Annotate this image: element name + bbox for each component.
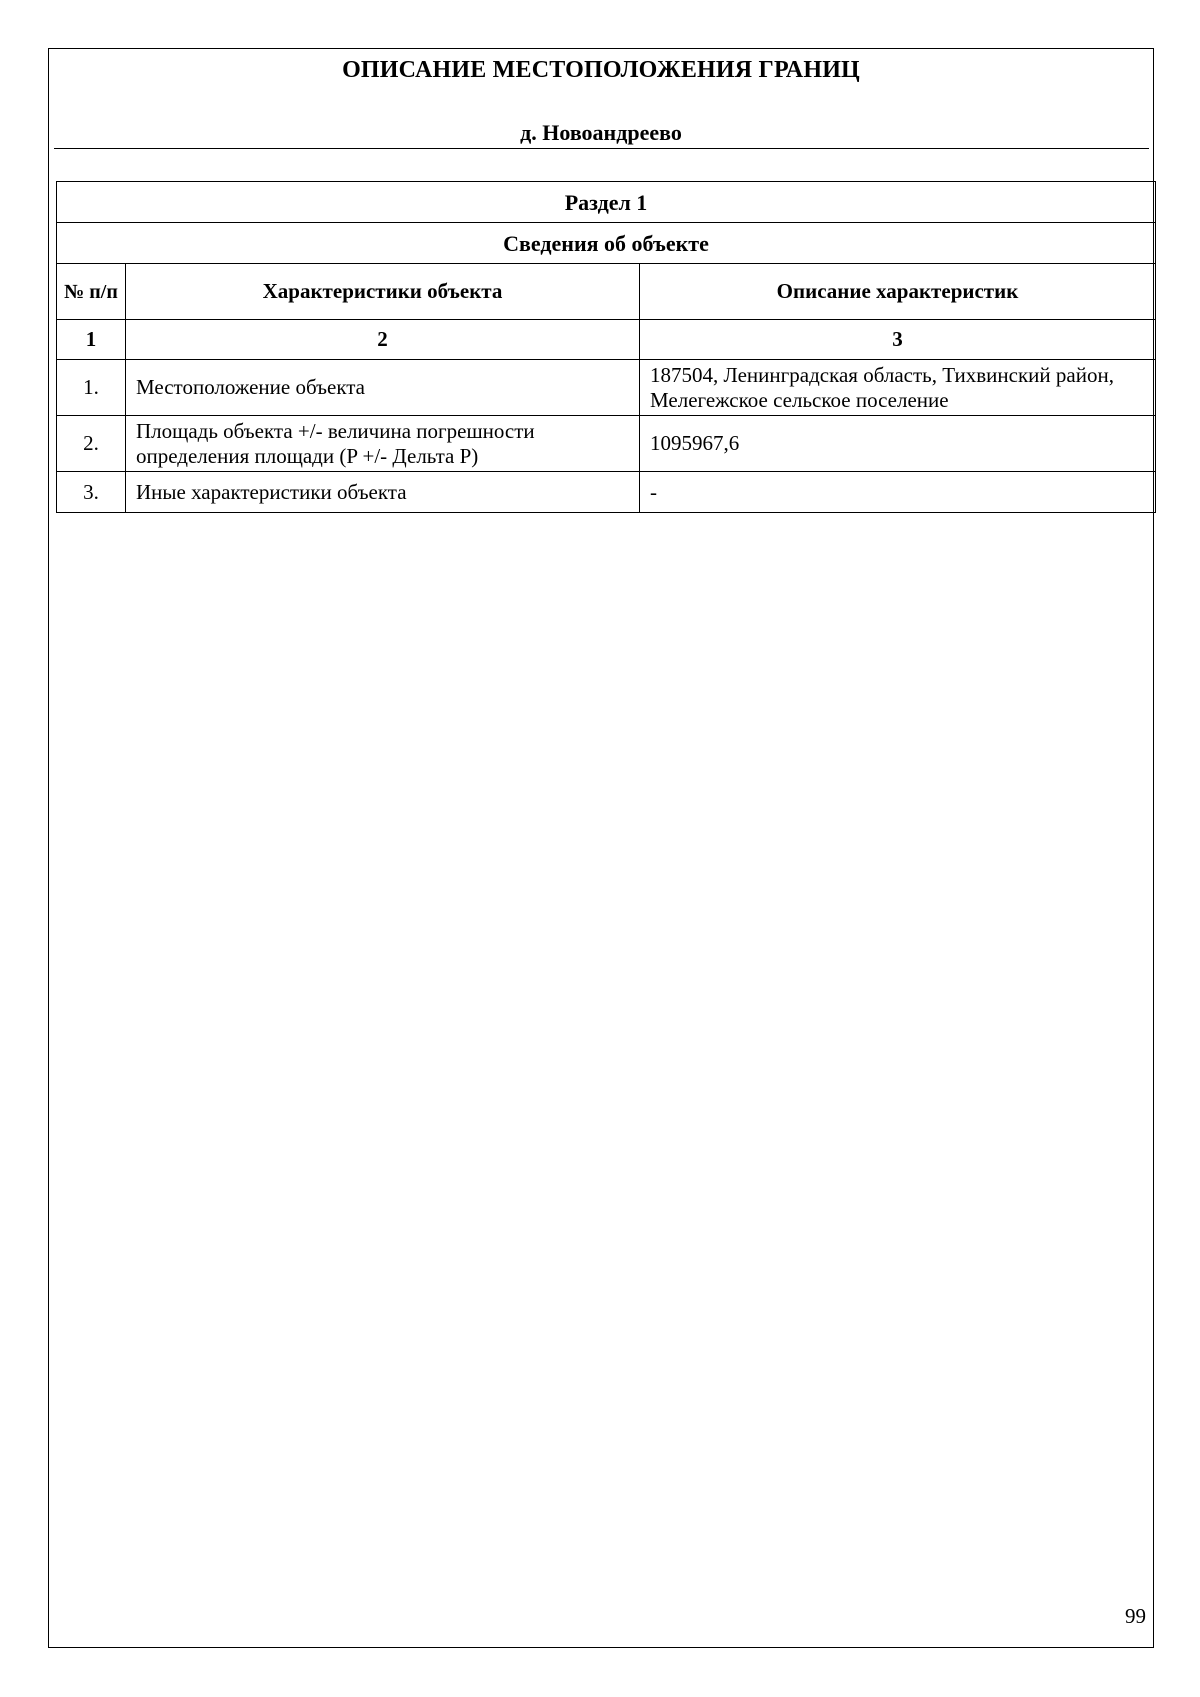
column-number: 3: [640, 320, 1156, 360]
row-characteristic: Иные характеристики объекта: [126, 472, 640, 513]
row-description: 1095967,6: [640, 416, 1156, 472]
column-number: 2: [126, 320, 640, 360]
column-numbers-row: [57, 320, 1156, 360]
section-row: [57, 182, 1156, 223]
header-characteristic: Характеристики объекта: [126, 264, 640, 320]
row-characteristic: Площадь объекта +/- величина погрешности определения площади (P +/- Дельта P): [126, 416, 640, 472]
table-row: [57, 416, 1156, 472]
table-row: [57, 360, 1156, 416]
header-description: Описание характеристик: [640, 264, 1156, 320]
table-row: [57, 472, 1156, 513]
page-number: 99: [1125, 1604, 1146, 1628]
object-info-table: [56, 181, 1156, 513]
row-description: -: [640, 472, 1156, 513]
row-number: 3.: [57, 472, 126, 513]
document-subtitle: д. Новоандреево: [520, 120, 682, 145]
column-number: 1: [57, 320, 126, 360]
row-number: 2.: [57, 416, 126, 472]
row-characteristic: Местоположение объекта: [126, 360, 640, 416]
row-number: 1.: [57, 360, 126, 416]
header-num: № п/п: [57, 264, 126, 320]
section-heading: Раздел 1: [57, 182, 1156, 223]
subtitle-divider: [54, 148, 1149, 149]
header-row: [57, 264, 1156, 320]
row-description: 187504, Ленинградская область, Тихвинский район, Мелегежское сельское поселение: [640, 360, 1156, 416]
document-title: ОПИСАНИЕ МЕСТОПОЛОЖЕНИЯ ГРАНИЦ: [342, 57, 860, 83]
section-title: Сведения об объекте: [57, 223, 1156, 264]
section-title-row: [57, 223, 1156, 264]
